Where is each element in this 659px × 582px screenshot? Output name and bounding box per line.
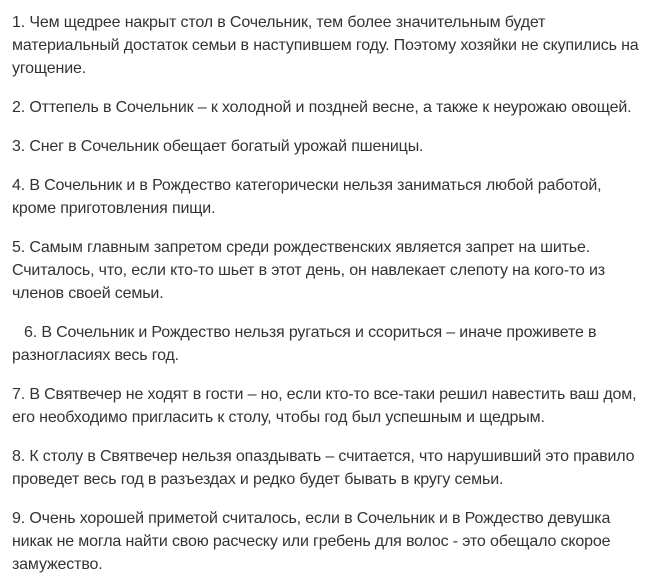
paragraph-line: 8. К столу в Святвечер нельзя опаздывать – считается, что нарушивший это правило (12, 448, 635, 465)
paragraph-line: 6. В Сочельник и Рождество нельзя ругаться и ссориться – иначе проживете в (24, 324, 597, 341)
paragraph-6 (12, 321, 657, 367)
paragraph-line: замужество. (12, 556, 103, 573)
paragraph-line: Считалось, что, если кто-то шьет в этот день, он навлекает слепоту на кого-то из (12, 262, 605, 279)
document-body (12, 11, 657, 576)
paragraph-line: кроме приготовления пищи. (12, 200, 216, 217)
paragraph-5 (12, 236, 657, 305)
paragraph-9 (12, 507, 657, 576)
paragraph-line: 2. Оттепель в Сочельник – к холодной и поздней весне, а также к неурожаю овощей. (12, 99, 632, 116)
paragraph-line: 1. Чем щедрее накрыт стол в Сочельник, тем более значительным будет (12, 14, 546, 31)
paragraph-2 (12, 96, 657, 119)
paragraph-4 (12, 174, 657, 220)
paragraph-line: разногласиях весь год. (12, 347, 179, 364)
paragraph-line: проведет весь год в разъездах и редко будет бывать в кругу семьи. (12, 471, 504, 488)
paragraph-line: 4. В Сочельник и в Рождество категорически нельзя заниматься любой работой, (12, 177, 602, 194)
paragraph-line: членов своей семьи. (12, 285, 164, 302)
paragraph-line: материальный достаток семьи в наступившем году. Поэтому хозяйки не скупились на (12, 37, 639, 54)
paragraph-line: 3. Снег в Сочельник обещает богатый урожай пшеницы. (12, 138, 424, 155)
paragraph-7 (12, 383, 657, 429)
paragraph-line: угощение. (12, 60, 87, 77)
paragraph-line: 7. В Святвечер не ходят в гости – но, если кто-то все-таки решил навестить ваш дом, (12, 386, 637, 403)
paragraph-1 (12, 11, 657, 80)
paragraph-line: 5. Самым главным запретом среди рождественских является запрет на шитье. (12, 239, 591, 256)
paragraph-line: никак не могла найти свою расческу или гребень для волос - это обещало скорое (12, 533, 611, 550)
paragraph-line: его необходимо пригласить к столу, чтобы год был успешным и щедрым. (12, 409, 545, 426)
paragraph-3 (12, 135, 657, 158)
paragraph-line: 9. Очень хорошей приметой считалось, если в Сочельник и в Рождество девушка (12, 510, 611, 527)
paragraph-8 (12, 445, 657, 491)
